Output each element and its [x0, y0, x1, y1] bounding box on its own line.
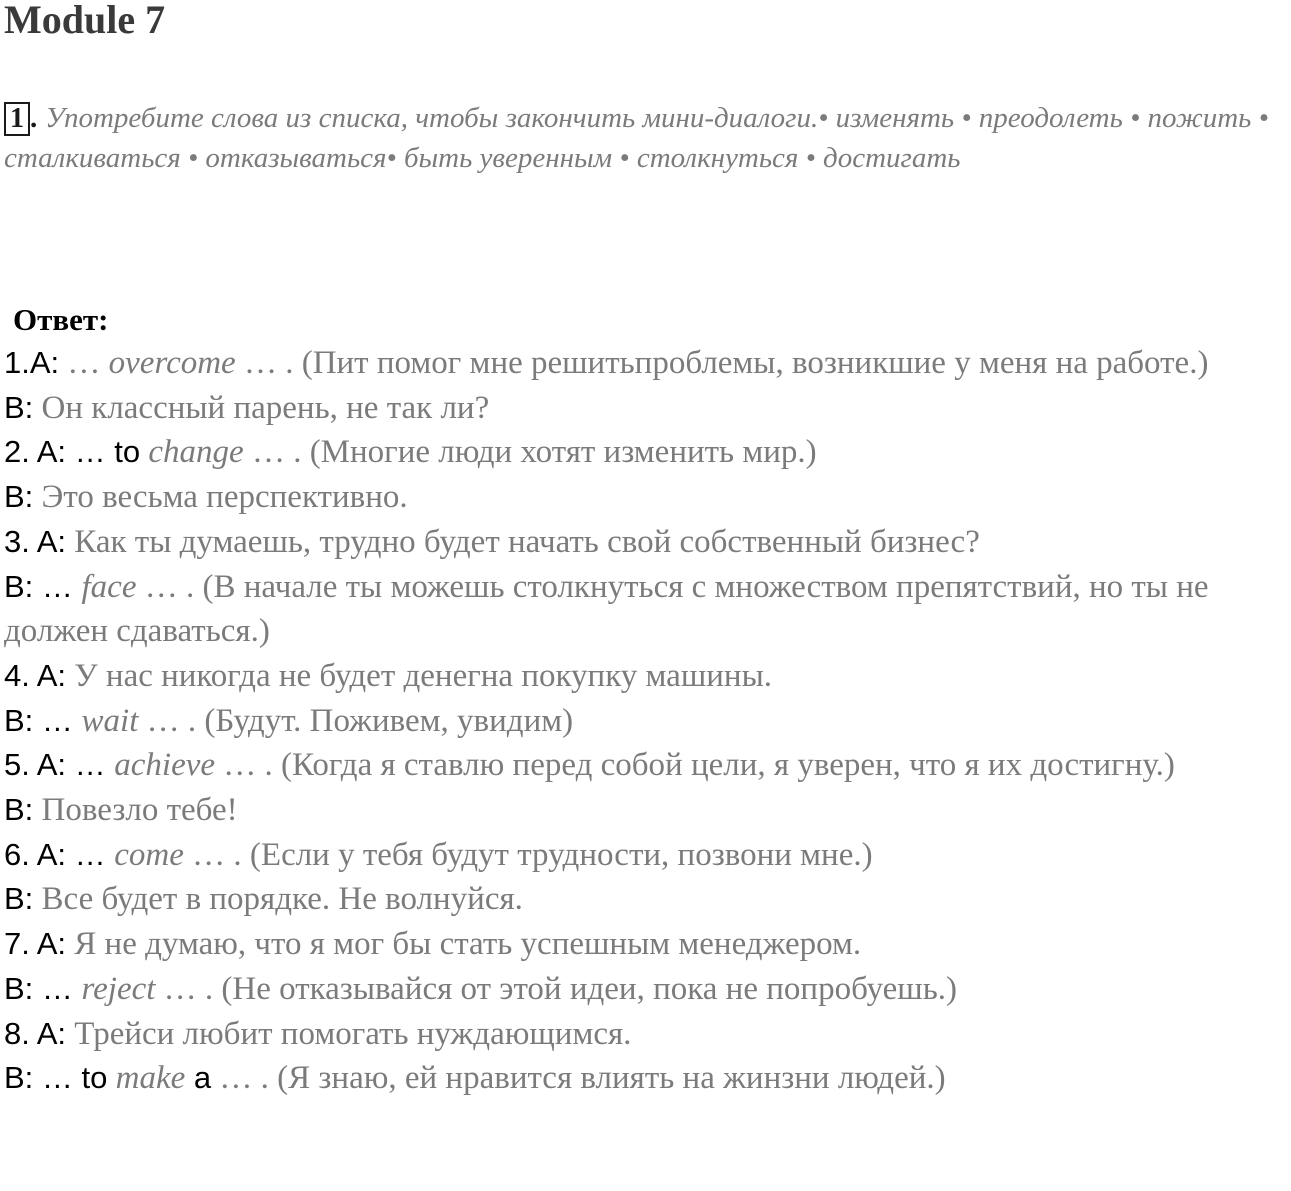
- line-prefix: B:: [4, 881, 34, 917]
- answer-line: [4, 967, 1291, 1012]
- line-text: (Когда я ставлю перед собой цели, я уверен, что я их достигну.): [281, 747, 1175, 784]
- answer-line: [4, 833, 1291, 878]
- line-text: (Пит помог мне решитьпроблемы, возникшие у меня на работе.): [301, 345, 1209, 381]
- line-article: a: [185, 1060, 212, 1096]
- line-text: Повезло тебе!: [33, 792, 238, 829]
- task-instruction: [4, 98, 1284, 178]
- line-text: (Если у тебя будут трудности, позвони мне.): [249, 836, 873, 873]
- line-text: Он классный парень, не так ли?: [33, 389, 490, 426]
- line-prefix: 7. A:: [4, 926, 67, 962]
- task-number-dot: .: [30, 102, 38, 134]
- task-number-badge: 1: [4, 102, 30, 136]
- line-to: to: [81, 1060, 108, 1096]
- line-prefix: B: …: [4, 568, 82, 604]
- line-answer-word: come: [114, 836, 184, 873]
- line-answer-word: reject: [81, 970, 156, 1007]
- line-text: Это весьма перспективно.: [33, 479, 408, 516]
- line-text: Трейси любит помогать нуждающимся.: [66, 1015, 632, 1052]
- line-prefix: 6. A: …: [4, 836, 115, 872]
- line-text: У нас никогда не будет денегна покупку машины.: [66, 657, 772, 694]
- line-dots: … .: [183, 836, 250, 873]
- page-title: Module 7: [4, 0, 166, 42]
- line-text: (Не отказывайся от этой идеи, пока не попробуешь.): [221, 970, 958, 1007]
- line-prefix: 2. A: …: [4, 434, 115, 470]
- line-text: Я не думаю, что я мог бы стать успешным менеджером.: [66, 926, 862, 963]
- answer-line: [4, 699, 1291, 744]
- answer-line: [4, 1012, 1291, 1057]
- line-dots: … .: [215, 747, 282, 784]
- line-dots: … .: [211, 1060, 278, 1097]
- answer-line: [4, 788, 1291, 833]
- answer-line: [4, 1056, 1291, 1101]
- line-prefix: B:: [4, 479, 34, 515]
- answer-line: [4, 475, 1291, 520]
- line-prefix: B: …: [4, 1060, 82, 1096]
- answer-line: [4, 430, 1291, 475]
- answer-line: [4, 520, 1291, 565]
- line-to: to: [114, 434, 141, 470]
- line-prefix: B:: [4, 389, 34, 425]
- line-prefix: 5. A: …: [4, 747, 115, 783]
- answer-line: [4, 743, 1291, 788]
- answer-line: [4, 922, 1291, 967]
- line-prefix: B: …: [4, 702, 82, 738]
- line-prefix: 3. A:: [4, 523, 67, 559]
- line-text: Как ты думаешь, трудно будет начать свой собственный бизнес?: [66, 523, 980, 560]
- line-text: (Я знаю, ей нравится влиять на жинзни людей.): [277, 1060, 946, 1097]
- line-dots: … .: [243, 434, 310, 471]
- line-dots: … .: [138, 702, 205, 739]
- line-answer-word: make: [107, 1060, 186, 1097]
- line-prefix: 1.A:: [4, 345, 60, 380]
- line-text: (Многие люди хотят изменить мир.): [309, 434, 817, 471]
- answer-body: [4, 341, 1291, 1101]
- answer-line: [4, 386, 1291, 431]
- line-answer-word: achieve: [114, 747, 216, 784]
- line-text: (Будут. Поживем, увидим): [204, 702, 574, 739]
- line-prefix: B: …: [4, 970, 82, 1006]
- line-dots: … .: [136, 568, 203, 605]
- answer-line: [4, 654, 1291, 699]
- line-dots: … .: [235, 345, 302, 381]
- line-answer-word: change: [140, 434, 244, 471]
- line-dots: …: [59, 345, 109, 381]
- line-answer-word: wait: [81, 702, 139, 739]
- line-text: Все будет в порядке. Не волнуйся.: [33, 881, 523, 918]
- task-text: Употребите слова из списка, чтобы закончить мини-диалоги.• изменять • преодолеть • пожить • сталкиваться • отказываться• быть уверенным • столкнуться • достигать: [4, 102, 1269, 174]
- line-prefix: B:: [4, 792, 34, 828]
- line-text: (В начале ты можешь столкнуться с множеством препятствий, но ты не должен сдаваться.): [4, 568, 1209, 650]
- answer-line: [4, 565, 1291, 654]
- answer-label: Ответ:: [13, 302, 109, 337]
- line-prefix: 4. A:: [4, 657, 67, 693]
- answer-line: [4, 877, 1291, 922]
- line-dots: … .: [155, 970, 222, 1007]
- line-prefix: 8. A:: [4, 1015, 67, 1051]
- line-answer-word: overcome: [108, 345, 236, 381]
- answer-line: [4, 341, 1291, 386]
- line-answer-word: face: [81, 568, 137, 605]
